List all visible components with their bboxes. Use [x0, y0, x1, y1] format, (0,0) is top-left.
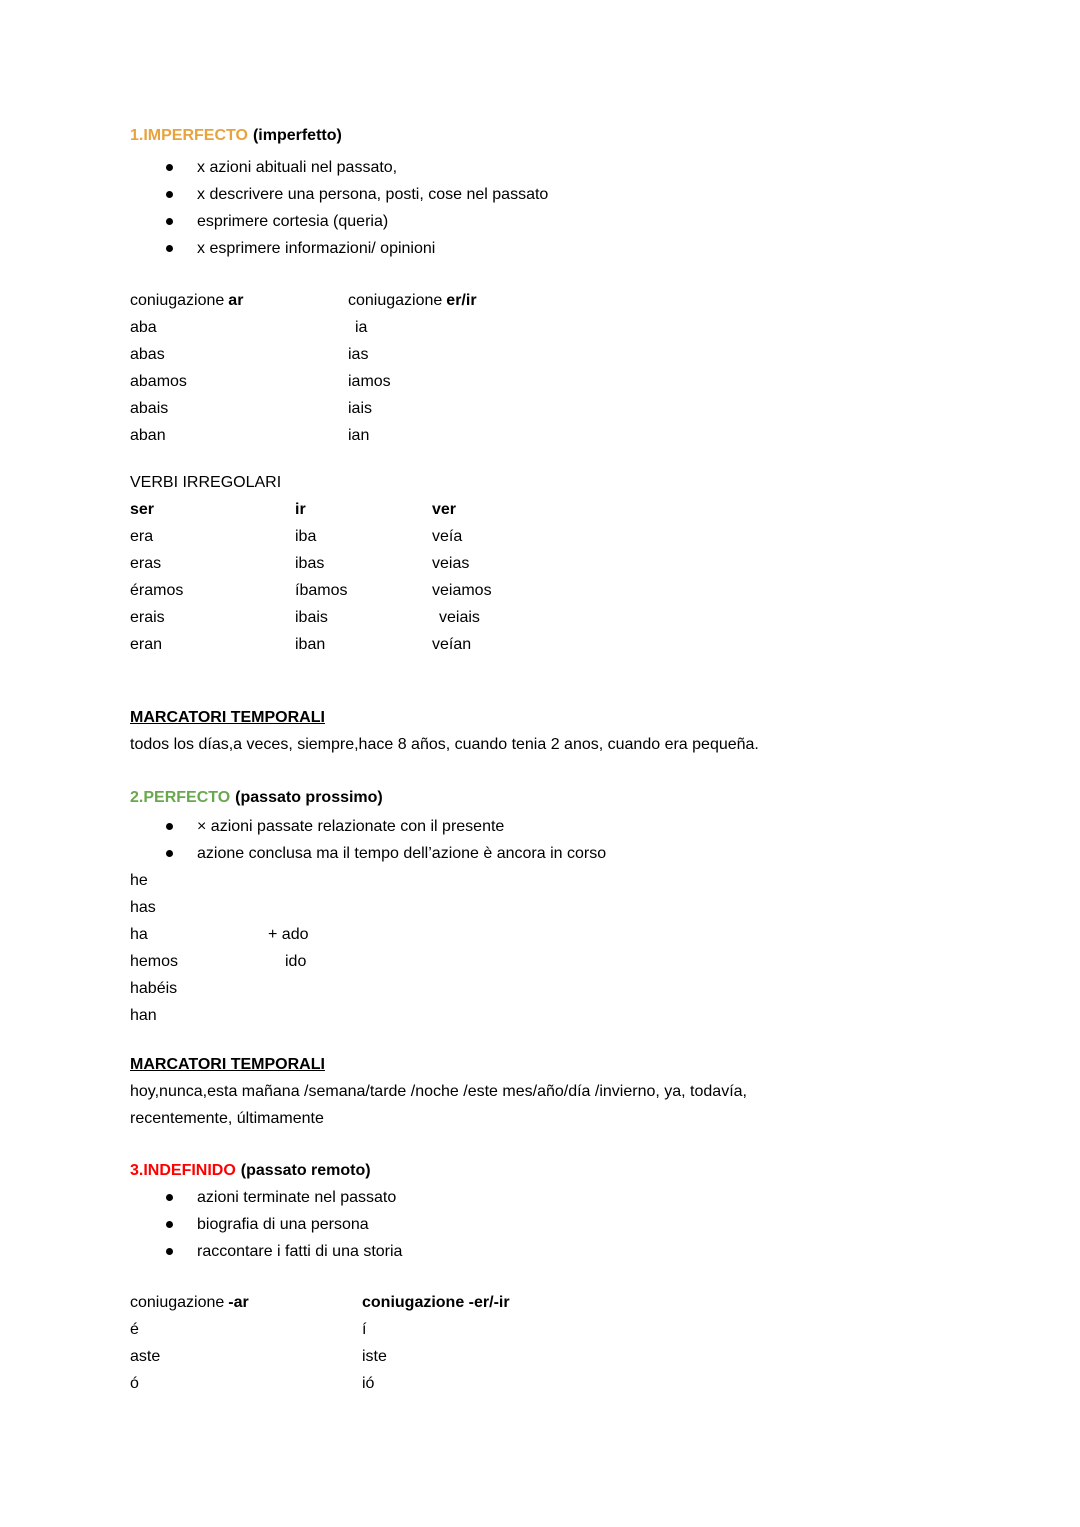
irregular-row — [130, 550, 1020, 577]
marcatori-title: MARCATORI TEMPORALI — [130, 1056, 325, 1073]
conjugation-row — [130, 1316, 1020, 1343]
auxiliary-cell: han — [130, 1007, 157, 1024]
imperfecto-heading-title: 1.IMPERFECTO — [130, 127, 248, 144]
irregular-row — [130, 523, 1020, 550]
participle-suffix-ado: + ado — [268, 926, 309, 943]
imperfecto-heading — [130, 122, 1020, 149]
indefinido-heading-title: 3.INDEFINIDO — [130, 1162, 236, 1179]
perfecto-heading-title: 2.PERFECTO — [130, 789, 231, 806]
bullet-item — [130, 181, 1020, 208]
marcatori-temporali-perfecto — [130, 1051, 1020, 1132]
conjugation-cell: abas — [130, 346, 165, 363]
auxiliary-row — [130, 1002, 1020, 1029]
conjugation-cell: ó — [130, 1375, 139, 1392]
auxiliary-row — [130, 894, 1020, 921]
auxiliary-row — [130, 975, 1020, 1002]
irregular-cell: éramos — [130, 582, 184, 599]
irregular-cell: íbamos — [295, 582, 348, 599]
irregular-cell: veían — [432, 636, 472, 653]
irregular-cell: eras — [130, 555, 162, 572]
indefinido-heading-subtitle: (passato remoto) — [240, 1162, 371, 1179]
auxiliary-cell: he — [130, 872, 148, 889]
irregular-cell: iban — [295, 636, 326, 653]
bullet-item — [130, 813, 1020, 840]
auxiliary-row — [130, 867, 1020, 894]
conjugation-cell: ias — [348, 346, 369, 363]
auxiliary-cell: habéis — [130, 980, 178, 997]
conjugation-cell: abais — [130, 400, 169, 417]
conjugation-header-row — [130, 287, 1020, 314]
marcatori-text: todos los días,a veces, siempre,hace 8 años, cuando tenia 2 anos, cuando era pequeña. — [130, 736, 759, 753]
conjugation-ar-header — [130, 1289, 362, 1316]
participle-suffix-ido: ido — [285, 953, 307, 970]
bullet-text: biografia di una persona — [197, 1216, 369, 1233]
bullet-text: x azioni abituali nel passato, — [197, 159, 398, 176]
marcatori-title: MARCATORI TEMPORALI — [130, 709, 325, 726]
auxiliary-cell: ha — [130, 926, 148, 943]
conjugation-cell: í — [362, 1321, 367, 1338]
conjugation-cell: iais — [348, 400, 373, 417]
conjugation-row — [130, 314, 1020, 341]
bullet-text: raccontare i fatti di una storia — [197, 1243, 403, 1260]
header-bold: ar — [228, 292, 244, 309]
conjugation-ar-header — [130, 287, 348, 314]
bullet-text: × azioni passate relazionate con il presente — [197, 818, 505, 835]
bullet-item — [130, 154, 1020, 181]
perfecto-bullet-list — [130, 813, 1020, 867]
conjugation-row — [130, 422, 1020, 449]
conjugation-erir-header: coniugazione -er/-ir — [362, 1294, 510, 1311]
conjugation-row — [130, 1370, 1020, 1397]
conjugation-row — [130, 1343, 1020, 1370]
marcatori-text-line: hoy,nunca,esta mañana /semana/tarde /noche /este mes/año/día /invierno, ya, todavía, — [130, 1083, 747, 1100]
header-prefix: coniugazione — [130, 1294, 225, 1311]
bullet-text: esprimere cortesia (queria) — [197, 213, 389, 230]
bullet-item — [130, 208, 1020, 235]
irregular-cell: era — [130, 528, 154, 545]
bullet-item — [130, 1184, 1020, 1211]
bullet-text: x descrivere una persona, posti, cose nel passato — [197, 186, 549, 203]
imperfecto-bullet-list — [130, 154, 1020, 262]
irregular-cell: eran — [130, 636, 163, 653]
bullet-item — [130, 1238, 1020, 1265]
irregular-header-ser: ser — [130, 501, 155, 518]
bullet-item — [130, 1211, 1020, 1238]
bullet-item — [130, 840, 1020, 867]
bullet-item — [130, 235, 1020, 262]
irregular-row — [130, 577, 1020, 604]
conjugation-cell: iste — [362, 1348, 387, 1365]
conjugation-cell: aste — [130, 1348, 161, 1365]
conjugation-cell: aban — [130, 427, 166, 444]
irregular-cell: erais — [130, 609, 165, 626]
conjugation-cell: ió — [362, 1375, 375, 1392]
indefinido-bullet-list — [130, 1184, 1020, 1265]
irregular-cell: ibais — [295, 609, 328, 626]
conjugation-erir-header — [348, 287, 477, 314]
irregular-cell: iba — [295, 528, 317, 545]
irregular-header-row — [130, 496, 1020, 523]
perfecto-auxiliary-table — [130, 867, 1020, 1029]
irregular-verbs-title: VERBI IRREGOLARI — [130, 474, 282, 491]
bullet-text: azioni terminate nel passato — [197, 1189, 397, 1206]
auxiliary-row — [130, 921, 1020, 948]
perfecto-heading — [130, 784, 1020, 811]
irregular-header-ir: ir — [295, 501, 306, 518]
bullet-text: x esprimere informazioni/ opinioni — [197, 240, 436, 257]
perfecto-heading-subtitle: (passato prossimo) — [235, 789, 383, 806]
header-prefix: coniugazione — [130, 292, 225, 309]
indefinido-conjugation-table — [130, 1289, 1020, 1397]
indefinido-heading — [130, 1157, 1020, 1184]
header-bold: -ar — [228, 1294, 249, 1311]
irregular-cell: veiais — [439, 609, 480, 626]
conjugation-cell: iamos — [348, 373, 391, 390]
marcatori-text-line: recentemente, últimamente — [130, 1110, 324, 1127]
irregular-cell: veias — [432, 555, 470, 572]
marcatori-temporali-imperfecto — [130, 704, 1020, 758]
irregular-row — [130, 631, 1020, 658]
conjugation-row — [130, 368, 1020, 395]
header-bold: er/ir — [446, 292, 477, 309]
conjugation-cell: ia — [355, 319, 368, 336]
conjugation-row — [130, 395, 1020, 422]
irregular-verbs-section — [130, 469, 1020, 658]
auxiliary-cell: hemos — [130, 953, 179, 970]
conjugation-cell: aba — [130, 319, 157, 336]
conjugation-row — [130, 341, 1020, 368]
imperfecto-heading-subtitle: (imperfetto) — [252, 127, 342, 144]
auxiliary-row — [130, 948, 1020, 975]
conjugation-cell: é — [130, 1321, 139, 1338]
marcatori-text — [130, 1078, 1020, 1132]
imperfecto-conjugation-table — [130, 287, 1020, 449]
irregular-cell: ibas — [295, 555, 325, 572]
bullet-text: azione conclusa ma il tempo dell’azione è ancora in corso — [197, 845, 607, 862]
conjugation-cell: abamos — [130, 373, 187, 390]
conjugation-cell: ian — [348, 427, 370, 444]
irregular-row — [130, 604, 1020, 631]
irregular-cell: veía — [432, 528, 463, 545]
header-prefix: coniugazione — [348, 292, 443, 309]
conjugation-header-row — [130, 1289, 1020, 1316]
irregular-header-ver: ver — [432, 501, 457, 518]
auxiliary-cell: has — [130, 899, 156, 916]
irregular-cell: veiamos — [432, 582, 492, 599]
